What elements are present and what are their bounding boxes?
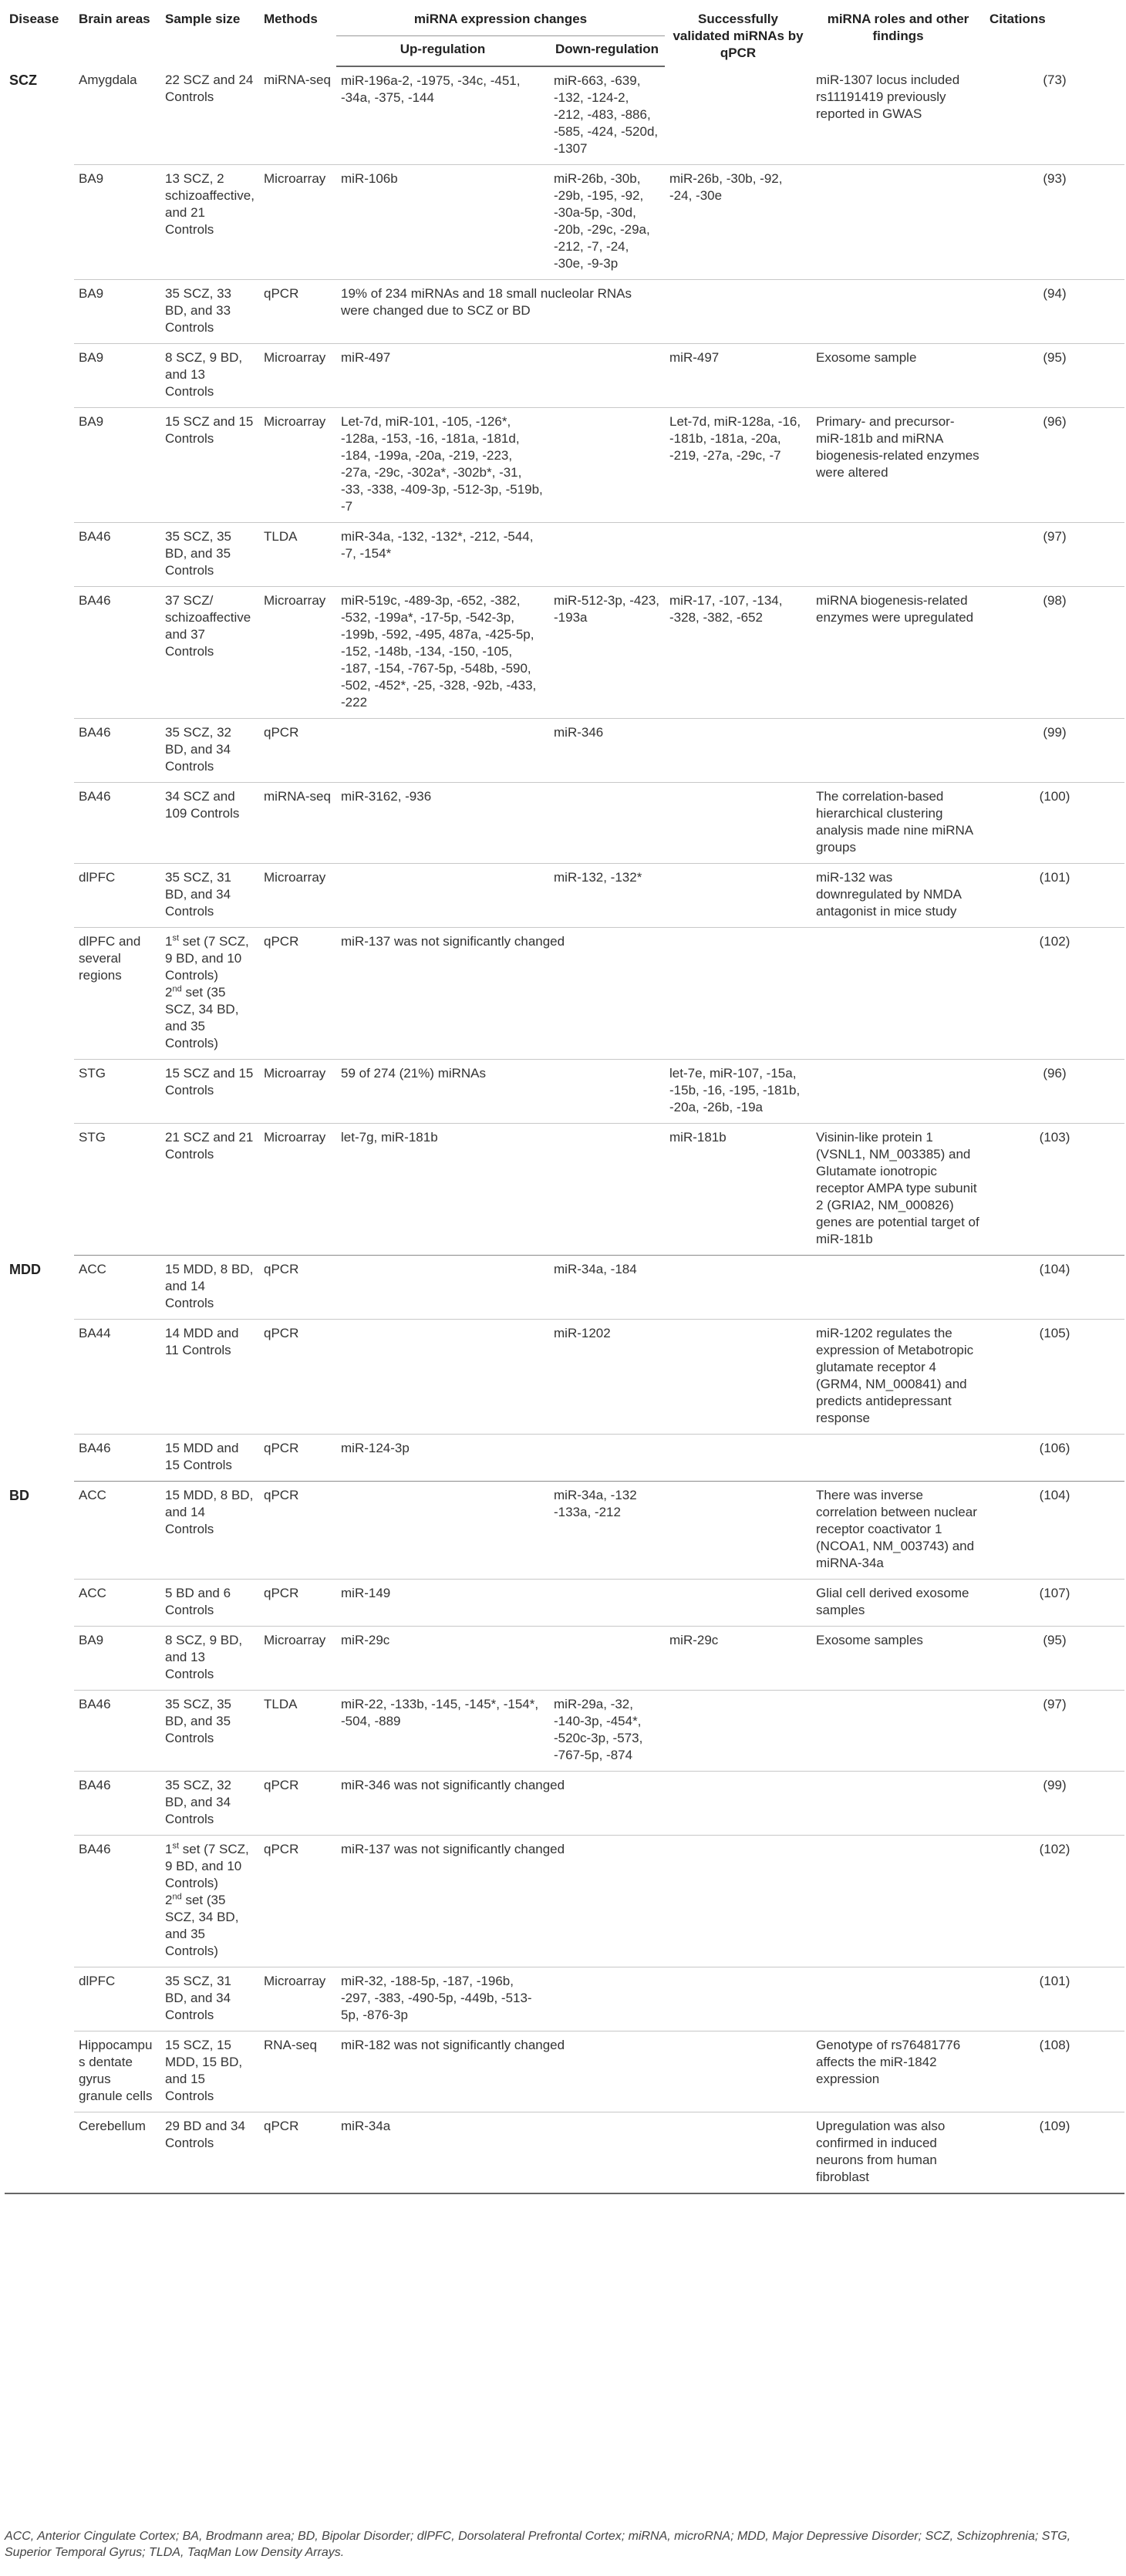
citation-cell: (95) bbox=[985, 344, 1124, 408]
roles-cell: Exosome sample bbox=[811, 344, 985, 408]
method-cell: RNA-seq bbox=[259, 2031, 336, 2112]
up-regulation-cell: miR-3162, -936 bbox=[336, 783, 549, 864]
sample-size-cell: 15 SCZ and 15 Controls bbox=[160, 408, 259, 523]
method-cell: miRNA-seq bbox=[259, 66, 336, 165]
header-up-regulation: Up-regulation bbox=[336, 35, 549, 66]
header-methods: Methods bbox=[264, 12, 318, 26]
brain-area-cell: dlPFC bbox=[74, 864, 160, 928]
sample-size-cell: 35 SCZ, 32 BD, and 34 Controls bbox=[160, 719, 259, 783]
method-cell: qPCR bbox=[259, 2112, 336, 2194]
up-regulation-cell: miR-29c bbox=[336, 1627, 549, 1691]
set-ordinal-text: st bbox=[172, 1841, 180, 1851]
roles-cell: Glial cell derived exosome samples bbox=[811, 1580, 985, 1627]
table-row bbox=[5, 1256, 1124, 1320]
validated-cell: miR-26b, -30b, -92, -24, -30e bbox=[665, 165, 811, 280]
citation-cell: (73) bbox=[985, 66, 1124, 165]
header-mirna-changes: miRNA expression changes bbox=[336, 9, 665, 35]
method-cell: qPCR bbox=[259, 1836, 336, 1967]
brain-area-cell: ACC bbox=[74, 1580, 160, 1627]
header-roles: miRNA roles and other findings bbox=[827, 12, 969, 43]
table-row bbox=[5, 783, 1124, 864]
brain-area-cell: BA9 bbox=[74, 280, 160, 344]
disease-cell bbox=[5, 1836, 74, 1967]
sample-size-cell: 35 SCZ, 31 BD, and 34 Controls bbox=[160, 864, 259, 928]
validated-cell bbox=[665, 2031, 811, 2112]
sample-size-cell: 35 SCZ, 32 BD, and 34 Controls bbox=[160, 1772, 259, 1836]
roles-cell: miR-132 was downregulated by NMDA antagonist in mice study bbox=[811, 864, 985, 928]
down-regulation-cell bbox=[549, 1627, 665, 1691]
header-validated: Successfully validated miRNAs by qPCR bbox=[673, 12, 804, 60]
header-disease: Disease bbox=[9, 12, 59, 26]
roles-cell bbox=[811, 1435, 985, 1482]
citation-cell: (109) bbox=[985, 2112, 1124, 2194]
roles-cell bbox=[811, 280, 985, 344]
up-regulation-cell: miR-497 bbox=[336, 344, 549, 408]
roles-cell: Primary- and precursor-miR-181b and miRNA biogenesis-related enzymes were altered bbox=[811, 408, 985, 523]
disease-cell bbox=[5, 2112, 74, 2194]
sample-size-cell: 15 MDD, 8 BD, and 14 Controls bbox=[160, 1256, 259, 1320]
up-regulation-cell: miR-22, -133b, -145, -145*, -154*, -504, -889 bbox=[336, 1691, 549, 1772]
validated-cell bbox=[665, 719, 811, 783]
citation-cell: (98) bbox=[985, 587, 1124, 719]
sample-size-cell: 15 MDD and 15 Controls bbox=[160, 1435, 259, 1482]
validated-cell bbox=[665, 2112, 811, 2194]
brain-area-cell: dlPFC and several regions bbox=[74, 928, 160, 1060]
brain-area-cell: dlPFC bbox=[74, 1967, 160, 2031]
validated-cell bbox=[665, 783, 811, 864]
set-ordinal-text: st bbox=[172, 933, 180, 943]
up-regulation-cell bbox=[336, 1482, 549, 1580]
up-regulation-cell: Let-7d, miR-101, -105, -126*, -128a, -153, -16, -181a, -181d, -184, -199a, -20a, -219, -223, -27a, -29c, -302a*, -302b*, -31, -33, -338, -409-3p, -512-3p, -519b, -7 bbox=[336, 408, 549, 523]
brain-area-cell: BA46 bbox=[74, 1435, 160, 1482]
sample-size-cell: 22 SCZ and 24 Controls bbox=[160, 66, 259, 165]
brain-area-cell: BA44 bbox=[74, 1320, 160, 1435]
up-regulation-cell: miR-34a bbox=[336, 2112, 549, 2194]
validated-cell bbox=[665, 1320, 811, 1435]
brain-area-cell: BA46 bbox=[74, 783, 160, 864]
table-row bbox=[5, 1435, 1124, 1482]
down-regulation-cell bbox=[549, 408, 665, 523]
table-row bbox=[5, 165, 1124, 280]
citation-cell: (95) bbox=[985, 1627, 1124, 1691]
disease-cell bbox=[5, 1691, 74, 1772]
disease-cell bbox=[5, 523, 74, 587]
sample-size-cell bbox=[160, 928, 259, 1060]
brain-area-cell: BA9 bbox=[74, 344, 160, 408]
disease-cell bbox=[5, 1627, 74, 1691]
brain-area-cell: BA9 bbox=[74, 165, 160, 280]
sample-size-cell: 15 MDD, 8 BD, and 14 Controls bbox=[160, 1482, 259, 1580]
down-regulation-cell bbox=[549, 2112, 665, 2194]
citation-cell: (97) bbox=[985, 523, 1124, 587]
validated-cell: miR-17, -107, -134, -328, -382, -652 bbox=[665, 587, 811, 719]
disease-cell: MDD bbox=[9, 1261, 41, 1277]
down-regulation-cell bbox=[549, 523, 665, 587]
disease-cell: BD bbox=[9, 1487, 29, 1503]
sample-size-cell: 35 SCZ, 31 BD, and 34 Controls bbox=[160, 1967, 259, 2031]
brain-area-cell: BA9 bbox=[74, 408, 160, 523]
method-cell: qPCR bbox=[259, 928, 336, 1060]
validated-cell: Let-7d, miR-128a, -16, -181b, -181a, -20a, -219, -27a, -29c, -7 bbox=[665, 408, 811, 523]
brain-area-cell: STG bbox=[74, 1060, 160, 1124]
citation-cell: (101) bbox=[985, 1967, 1124, 2031]
table-row bbox=[5, 1772, 1124, 1836]
method-cell: Microarray bbox=[259, 165, 336, 280]
roles-cell: There was inverse correlation between nuclear receptor coactivator 1 (NCOA1, NM_003743) and miRNA-34a bbox=[811, 1482, 985, 1580]
roles-cell bbox=[811, 165, 985, 280]
table-row bbox=[5, 280, 1124, 344]
set-description: set (7 SCZ, 9 BD, and 10 Controls) bbox=[165, 1842, 249, 1890]
validated-cell: miR-29c bbox=[665, 1627, 811, 1691]
up-regulation-cell bbox=[336, 864, 549, 928]
up-regulation-cell bbox=[336, 1256, 549, 1320]
method-cell: qPCR bbox=[259, 1435, 336, 1482]
table-row bbox=[5, 2031, 1124, 2112]
method-cell: Microarray bbox=[259, 1967, 336, 2031]
roles-cell: Genotype of rs76481776 affects the miR-1842 expression bbox=[811, 2031, 985, 2112]
table-row bbox=[5, 523, 1124, 587]
method-cell: Microarray bbox=[259, 587, 336, 719]
roles-cell bbox=[811, 1836, 985, 1967]
table-row bbox=[5, 1320, 1124, 1435]
set-description: set (7 SCZ, 9 BD, and 10 Controls) bbox=[165, 934, 249, 983]
disease-cell bbox=[5, 408, 74, 523]
sample-size-cell: 14 MDD and 11 Controls bbox=[160, 1320, 259, 1435]
down-regulation-cell bbox=[549, 344, 665, 408]
expression-change-cell: miR-137 was not significantly changed bbox=[336, 1836, 665, 1967]
method-cell: qPCR bbox=[259, 1580, 336, 1627]
sample-size-cell: 35 SCZ, 35 BD, and 35 Controls bbox=[160, 523, 259, 587]
citation-cell: (97) bbox=[985, 1691, 1124, 1772]
brain-area-cell: STG bbox=[74, 1124, 160, 1256]
validated-cell: miR-497 bbox=[665, 344, 811, 408]
up-regulation-cell bbox=[336, 719, 549, 783]
citation-cell: (100) bbox=[985, 783, 1124, 864]
validated-cell bbox=[665, 1836, 811, 1967]
down-regulation-cell: miR-512-3p, -423, -193a bbox=[549, 587, 665, 719]
brain-area-cell: BA9 bbox=[74, 1627, 160, 1691]
method-cell: qPCR bbox=[259, 1772, 336, 1836]
roles-cell bbox=[811, 1256, 985, 1320]
validated-cell bbox=[665, 1482, 811, 1580]
up-regulation-cell: miR-124-3p bbox=[336, 1435, 549, 1482]
disease-cell bbox=[5, 1435, 74, 1482]
citation-cell: (103) bbox=[985, 1124, 1124, 1256]
down-regulation-cell: miR-132, -132* bbox=[549, 864, 665, 928]
validated-cell bbox=[665, 1580, 811, 1627]
up-regulation-cell: miR-106b bbox=[336, 165, 549, 280]
roles-cell bbox=[811, 719, 985, 783]
disease-cell bbox=[5, 2031, 74, 2112]
sample-size-cell: 15 SCZ, 15 MDD, 15 BD, and 15 Controls bbox=[160, 2031, 259, 2112]
method-cell: TLDA bbox=[259, 1691, 336, 1772]
brain-area-cell: BA46 bbox=[74, 523, 160, 587]
down-regulation-cell bbox=[549, 1580, 665, 1627]
disease-cell bbox=[5, 1772, 74, 1836]
disease-cell bbox=[5, 165, 74, 280]
method-cell: Microarray bbox=[259, 1060, 336, 1124]
down-regulation-cell: miR-663, -639, -132, -124-2, -212, -483, -886, -585, -424, -520d, -1307 bbox=[549, 66, 665, 165]
table-row bbox=[5, 1967, 1124, 2031]
sample-size-cell: 8 SCZ, 9 BD, and 13 Controls bbox=[160, 344, 259, 408]
method-cell: miRNA-seq bbox=[259, 783, 336, 864]
up-regulation-cell: miR-196a-2, -1975, -34c, -451, -34a, -375, -144 bbox=[336, 66, 549, 165]
set-number: 2 bbox=[165, 1893, 173, 1907]
header-citations: Citations bbox=[989, 12, 1046, 26]
validated-cell bbox=[665, 280, 811, 344]
disease-cell: SCZ bbox=[9, 72, 37, 88]
set-description: set (35 SCZ, 34 BD, and 35 Controls) bbox=[165, 985, 239, 1050]
table-row bbox=[5, 2112, 1124, 2194]
mirna-table bbox=[5, 9, 1124, 2194]
validated-cell: miR-181b bbox=[665, 1124, 811, 1256]
method-cell: TLDA bbox=[259, 523, 336, 587]
disease-cell bbox=[5, 1580, 74, 1627]
header-down-regulation: Down-regulation bbox=[549, 35, 665, 66]
sample-size-cell: 21 SCZ and 21 Controls bbox=[160, 1124, 259, 1256]
brain-area-cell: BA46 bbox=[74, 1836, 160, 1967]
brain-area-cell: ACC bbox=[74, 1482, 160, 1580]
set-description: set (35 SCZ, 34 BD, and 35 Controls) bbox=[165, 1893, 239, 1958]
brain-area-cell: Amygdala bbox=[74, 66, 160, 165]
citation-cell: (106) bbox=[985, 1435, 1124, 1482]
brain-area-cell: BA46 bbox=[74, 719, 160, 783]
table-header bbox=[5, 9, 1124, 66]
sample-size-cell: 8 SCZ, 9 BD, and 13 Controls bbox=[160, 1627, 259, 1691]
table-row bbox=[5, 1691, 1124, 1772]
roles-cell: miR-1307 locus included rs11191419 previously reported in GWAS bbox=[811, 66, 985, 165]
table-row bbox=[5, 1836, 1124, 1967]
table-row bbox=[5, 587, 1124, 719]
table-row bbox=[5, 1580, 1124, 1627]
table-body bbox=[5, 66, 1124, 2193]
down-regulation-cell: miR-34a, -132 -133a, -212 bbox=[549, 1482, 665, 1580]
down-regulation-cell bbox=[549, 783, 665, 864]
down-regulation-cell: miR-29a, -32, -140-3p, -454*, -520c-3p, -573, -767-5p, -874 bbox=[549, 1691, 665, 1772]
method-cell: Microarray bbox=[259, 408, 336, 523]
header-sample-size: Sample size bbox=[165, 12, 241, 26]
roles-cell: Visinin-like protein 1 (VSNL1, NM_003385) and Glutamate ionotropic receptor AMPA type subunit 2 (GRIA2, NM_000826) genes are potential target of miR-181b bbox=[811, 1124, 985, 1256]
set-number: 2 bbox=[165, 985, 173, 1000]
up-regulation-cell: let-7g, miR-181b bbox=[336, 1124, 549, 1256]
roles-cell: Exosome samples bbox=[811, 1627, 985, 1691]
table-row bbox=[5, 408, 1124, 523]
set-ordinal-text: nd bbox=[172, 984, 182, 994]
roles-cell bbox=[811, 1691, 985, 1772]
citation-cell: (105) bbox=[985, 1320, 1124, 1435]
header-brain-areas: Brain areas bbox=[79, 12, 150, 26]
roles-cell bbox=[811, 1772, 985, 1836]
brain-area-cell: BA46 bbox=[74, 1772, 160, 1836]
sample-size-cell: 13 SCZ, 2 schizoaffective, and 21 Controls bbox=[160, 165, 259, 280]
table-row bbox=[5, 864, 1124, 928]
citation-cell: (102) bbox=[985, 1836, 1124, 1967]
sample-size-cell: 35 SCZ, 33 BD, and 33 Controls bbox=[160, 280, 259, 344]
citation-cell: (99) bbox=[985, 719, 1124, 783]
validated-cell: let-7e, miR-107, -15a, -15b, -16, -195, -181b, -20a, -26b, -19a bbox=[665, 1060, 811, 1124]
citation-cell: (96) bbox=[985, 1060, 1124, 1124]
disease-cell bbox=[5, 1320, 74, 1435]
table-row bbox=[5, 1482, 1124, 1580]
roles-cell bbox=[811, 523, 985, 587]
sample-size-cell: 37 SCZ/ schizoaffective and 37 Controls bbox=[160, 587, 259, 719]
method-cell: Microarray bbox=[259, 864, 336, 928]
method-cell: qPCR bbox=[259, 1256, 336, 1320]
down-regulation-cell bbox=[549, 1060, 665, 1124]
disease-cell bbox=[5, 783, 74, 864]
down-regulation-cell: miR-26b, -30b, -29b, -195, -92, -30a-5p, -30d, -20b, -29c, -29a, -212, -7, -24, -30e, -9-3p bbox=[549, 165, 665, 280]
table-row bbox=[5, 928, 1124, 1060]
up-regulation-cell: miR-32, -188-5p, -187, -196b, -297, -383, -490-5p, -449b, -513-5p, -876-3p bbox=[336, 1967, 549, 2031]
citation-cell: (104) bbox=[985, 1482, 1124, 1580]
roles-cell bbox=[811, 1967, 985, 2031]
table-row bbox=[5, 1060, 1124, 1124]
down-regulation-cell bbox=[549, 1435, 665, 1482]
brain-area-cell: BA46 bbox=[74, 587, 160, 719]
sample-size-cell: 34 SCZ and 109 Controls bbox=[160, 783, 259, 864]
method-cell: Microarray bbox=[259, 344, 336, 408]
sample-size-cell: 35 SCZ, 35 BD, and 35 Controls bbox=[160, 1691, 259, 1772]
table-row bbox=[5, 1627, 1124, 1691]
validated-cell bbox=[665, 1256, 811, 1320]
brain-area-cell: BA46 bbox=[74, 1691, 160, 1772]
disease-cell bbox=[5, 1967, 74, 2031]
table-footnote: ACC, Anterior Cingulate Cortex; BA, Brodmann area; BD, Bipolar Disorder; dlPFC, Dorsolateral Prefrontal Cortex; miRNA, microRNA; MDD, Major Depressive Disorder; SCZ, Schizophrenia; STG, Superior Temporal Gyrus; TLDA, TaqMan Low Density Arrays. bbox=[5, 2530, 1071, 2559]
method-cell: Microarray bbox=[259, 1627, 336, 1691]
sample-size-cell bbox=[160, 1836, 259, 1967]
validated-cell bbox=[665, 864, 811, 928]
roles-cell: The correlation-based hierarchical clustering analysis made nine miRNA groups bbox=[811, 783, 985, 864]
citation-cell: (101) bbox=[985, 864, 1124, 928]
table-row bbox=[5, 1124, 1124, 1256]
sample-size-cell: 5 BD and 6 Controls bbox=[160, 1580, 259, 1627]
validated-cell bbox=[665, 523, 811, 587]
table-row bbox=[5, 66, 1124, 165]
citation-cell: (104) bbox=[985, 1256, 1124, 1320]
table-row bbox=[5, 719, 1124, 783]
expression-change-cell: 19% of 234 miRNAs and 18 small nucleolar RNAs were changed due to SCZ or BD bbox=[336, 280, 665, 344]
method-cell: qPCR bbox=[259, 719, 336, 783]
down-regulation-cell bbox=[549, 1124, 665, 1256]
up-regulation-cell: miR-149 bbox=[336, 1580, 549, 1627]
up-regulation-cell bbox=[336, 1320, 549, 1435]
brain-area-cell: Hippocampus dentate gyrus granule cells bbox=[74, 2031, 160, 2112]
down-regulation-cell bbox=[549, 1967, 665, 2031]
disease-cell bbox=[5, 864, 74, 928]
sample-size-cell: 15 SCZ and 15 Controls bbox=[160, 1060, 259, 1124]
citation-cell: (94) bbox=[985, 280, 1124, 344]
validated-cell bbox=[665, 1772, 811, 1836]
down-regulation-cell: miR-34a, -184 bbox=[549, 1256, 665, 1320]
citation-cell: (93) bbox=[985, 165, 1124, 280]
set-number: 1 bbox=[165, 1842, 173, 1856]
disease-cell bbox=[5, 587, 74, 719]
expression-change-cell: miR-346 was not significantly changed bbox=[336, 1772, 665, 1836]
down-regulation-cell: miR-346 bbox=[549, 719, 665, 783]
citation-cell: (102) bbox=[985, 928, 1124, 1060]
expression-change-cell: miR-137 was not significantly changed bbox=[336, 928, 665, 1060]
up-regulation-cell: 59 of 274 (21%) miRNAs bbox=[336, 1060, 549, 1124]
citation-cell: (108) bbox=[985, 2031, 1124, 2112]
validated-cell bbox=[665, 1691, 811, 1772]
set-ordinal-text: nd bbox=[172, 1892, 182, 1902]
validated-cell bbox=[665, 1967, 811, 2031]
citation-cell: (96) bbox=[985, 408, 1124, 523]
disease-cell bbox=[5, 928, 74, 1060]
up-regulation-cell: miR-34a, -132, -132*, -212, -544, -7, -154* bbox=[336, 523, 549, 587]
validated-cell bbox=[665, 928, 811, 1060]
method-cell: Microarray bbox=[259, 1124, 336, 1256]
sample-size-cell: 29 BD and 34 Controls bbox=[160, 2112, 259, 2194]
table-row bbox=[5, 344, 1124, 408]
method-cell: qPCR bbox=[259, 1320, 336, 1435]
roles-cell bbox=[811, 928, 985, 1060]
brain-area-cell: ACC bbox=[74, 1256, 160, 1320]
disease-cell bbox=[5, 280, 74, 344]
disease-cell bbox=[5, 719, 74, 783]
disease-cell bbox=[5, 1060, 74, 1124]
roles-cell bbox=[811, 1060, 985, 1124]
expression-change-cell: miR-182 was not significantly changed bbox=[336, 2031, 665, 2112]
disease-cell bbox=[5, 1124, 74, 1256]
set-number: 1 bbox=[165, 934, 173, 949]
roles-cell: miRNA biogenesis-related enzymes were upregulated bbox=[811, 587, 985, 719]
brain-area-cell: Cerebellum bbox=[74, 2112, 160, 2194]
method-cell: qPCR bbox=[259, 1482, 336, 1580]
roles-cell: Upregulation was also confirmed in induced neurons from human fibroblast bbox=[811, 2112, 985, 2194]
citation-cell: (99) bbox=[985, 1772, 1124, 1836]
validated-cell bbox=[665, 1435, 811, 1482]
roles-cell: miR-1202 regulates the expression of Metabotropic glutamate receptor 4 (GRM4, NM_000841) and predicts antidepressant response bbox=[811, 1320, 985, 1435]
citation-cell: (107) bbox=[985, 1580, 1124, 1627]
up-regulation-cell: miR-519c, -489-3p, -652, -382, -532, -199a*, -17-5p, -542-3p, -199b, -592, -495, 487a, -425-5p, -152, -148b, -134, -150, -105, -187, -154, -767-5p, -548b, -590, -502, -452*, -25, -328, -92b, -433, -222 bbox=[336, 587, 549, 719]
method-cell: qPCR bbox=[259, 280, 336, 344]
disease-cell bbox=[5, 344, 74, 408]
down-regulation-cell: miR-1202 bbox=[549, 1320, 665, 1435]
validated-cell bbox=[665, 66, 811, 165]
